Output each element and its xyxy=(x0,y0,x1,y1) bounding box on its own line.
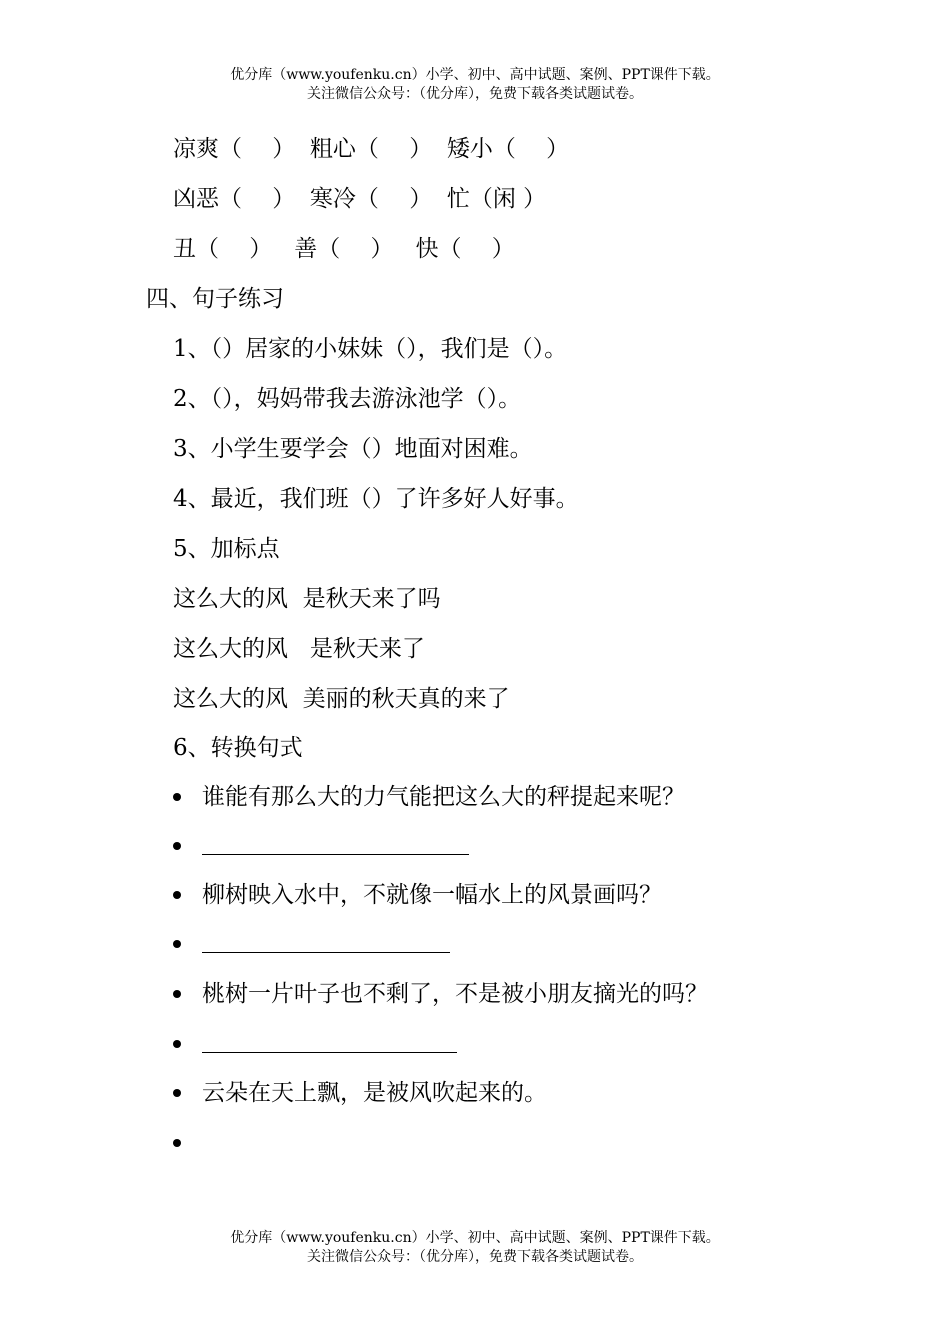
page-footer xyxy=(0,1229,950,1267)
bullet-text: 云朵在天上飘，是被风吹起来的。 xyxy=(202,1080,547,1106)
bullet-dot xyxy=(173,891,181,899)
bullet-dot xyxy=(173,990,181,998)
antonym-row-3: 丑（ ） 善（ ） 快（ ） xyxy=(173,236,515,262)
section-title: 四、句子练习 xyxy=(146,286,284,312)
sentence-item-3: 3、小学生要学会（）地面对困难。 xyxy=(173,436,533,462)
bullet-dot xyxy=(173,1040,181,1048)
footer-line-2: 关注微信公众号：（优分库），免费下载各类试题试卷。 xyxy=(307,1249,643,1265)
header-line-1: 优分库（www.youfenku.cn）小学、初中、高中试题、案例、PPT课件下载。 xyxy=(230,67,720,83)
bullet-text: 谁能有那么大的力气能把这么大的秤提起来呢？ xyxy=(202,784,685,810)
punctuation-line-1: 这么大的风 是秋天来了吗 xyxy=(173,586,441,612)
bullet-text: 柳树映入水中，不就像一幅水上的风景画吗？ xyxy=(202,882,662,908)
sentence-item-6: 6、转换句式 xyxy=(173,735,303,761)
punctuation-line-3: 这么大的风 美丽的秋天真的来了 xyxy=(173,686,510,712)
header-line-2: 关注微信公众号：（优分库），免费下载各类试题试卷。 xyxy=(307,86,643,102)
bullet-dot xyxy=(173,842,181,850)
punctuation-line-2: 这么大的风 是秋天来了 xyxy=(173,636,425,662)
antonym-row-1: 凉爽（ ） 粗心（ ） 矮小（ ） xyxy=(173,136,570,162)
bullet-dot xyxy=(173,1089,181,1097)
sentence-item-4: 4、最近，我们班（）了许多好人好事。 xyxy=(173,486,579,512)
answer-line xyxy=(202,952,450,953)
sentence-item-2: 2、（），妈妈带我去游泳池学（）。 xyxy=(173,386,522,412)
page-header xyxy=(0,66,950,104)
bullet-dot xyxy=(173,1139,181,1147)
bullet-item xyxy=(173,1128,188,1188)
antonym-row-2: 凶恶（ ） 寒冷（ ） 忙（闲 ） xyxy=(173,186,547,212)
answer-line xyxy=(202,854,469,855)
footer-line-1: 优分库（www.youfenku.cn）小学、初中、高中试题、案例、PPT课件下载。 xyxy=(230,1230,720,1246)
sentence-item-1: 1、（）居家的小妹妹（），我们是（）。 xyxy=(173,336,568,362)
sentence-item-5: 5、加标点 xyxy=(173,536,280,562)
bullet-dot xyxy=(173,940,181,948)
bullet-dot xyxy=(173,793,181,801)
answer-line xyxy=(202,1052,457,1053)
bullet-text: 桃树一片叶子也不剩了，不是被小朋友摘光的吗？ xyxy=(202,981,708,1007)
